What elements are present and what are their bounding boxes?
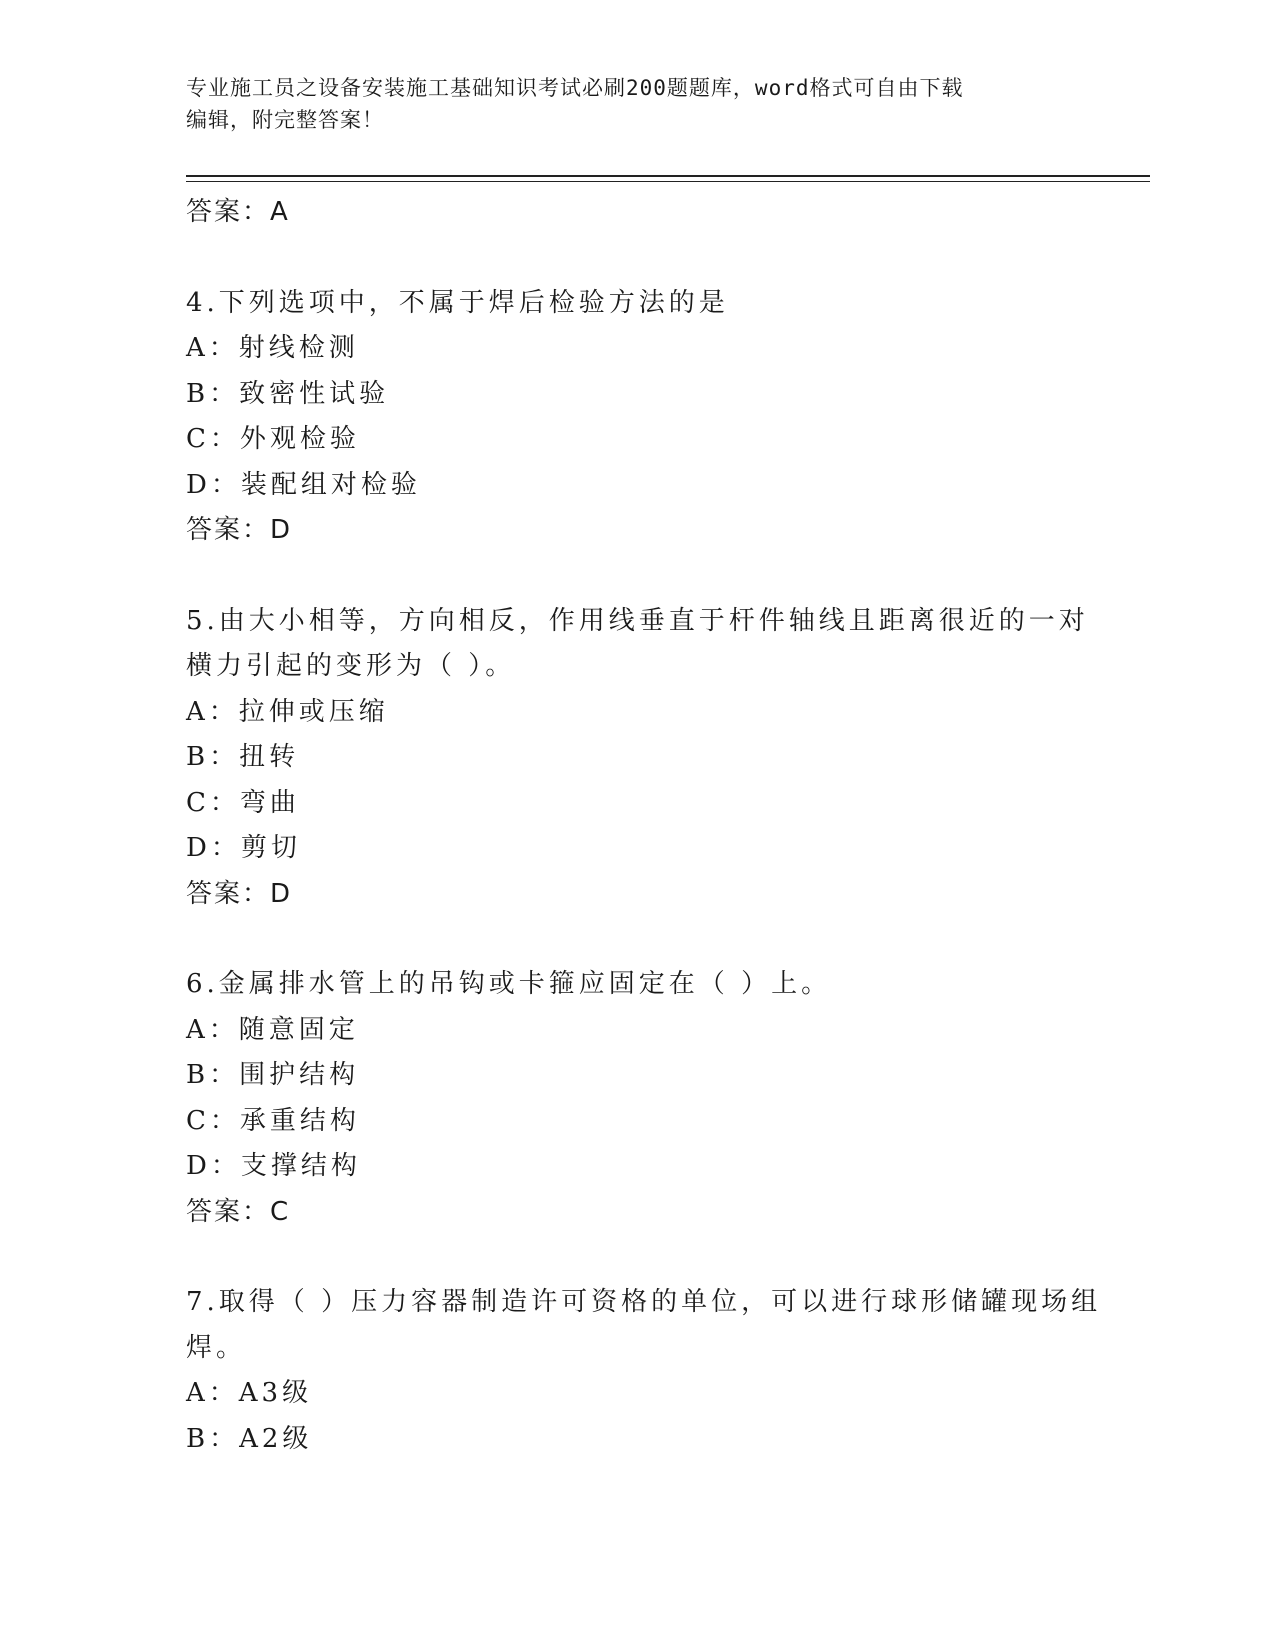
question-stem: 5.由大小相等，方向相反，作用线垂直于杆件轴线且距离很近的一对 <box>186 605 1089 636</box>
option-d: D：支撑结构 <box>186 1151 361 1181</box>
header-line-2: 编辑，附完整答案！ <box>186 108 384 132</box>
option-c: C：弯曲 <box>186 787 300 818</box>
spacer <box>186 554 1086 599</box>
question-list <box>186 190 1102 1462</box>
option-a: A：随意固定 <box>186 1014 359 1045</box>
option-a: A：射线检测 <box>186 333 359 363</box>
question-stem-continued: 焊。 <box>186 1332 247 1363</box>
header-line-1: 专业施工员之设备安装施工基础知识考试必刷200题题库，word格式可自由下载 <box>186 76 964 100</box>
option-d: D：剪切 <box>186 833 301 863</box>
option-b: B：围护结构 <box>186 1060 360 1090</box>
option-a: A：A3级 <box>186 1378 313 1408</box>
option-b: B：扭转 <box>186 742 300 772</box>
previous-answer: 答案：A <box>186 197 290 227</box>
question-stem: 4.下列选项中，不属于焊后检验方法的是 <box>186 287 729 318</box>
option-b: B：致密性试验 <box>186 378 390 409</box>
option-c: C：外观检验 <box>186 424 360 454</box>
header-divider-thick <box>186 175 1150 177</box>
option-a: A：拉伸或压缩 <box>186 696 389 727</box>
question-stem-continued: 横力引起的变形为（ ）。 <box>186 651 516 681</box>
document-header <box>186 72 1066 136</box>
question-block <box>186 962 1086 1235</box>
question-block <box>186 1280 1102 1462</box>
spacer <box>186 236 1086 281</box>
question-stem: 6.金属排水管上的吊钩或卡箍应固定在（ ）上。 <box>186 969 832 999</box>
question-block <box>186 599 1089 918</box>
question-stem: 7.取得（ ）压力容器制造许可资格的单位，可以进行球形储罐现场组 <box>186 1287 1102 1317</box>
spacer <box>186 917 1086 962</box>
answer: 答案：D <box>186 878 293 909</box>
option-c: C：承重结构 <box>186 1105 360 1136</box>
option-b: B：A2级 <box>186 1423 313 1454</box>
question-block <box>186 281 1086 554</box>
spacer <box>186 1235 1086 1280</box>
header-divider-thin <box>186 181 1150 182</box>
option-d: D：装配组对检验 <box>186 469 421 500</box>
answer: 答案：C <box>186 1196 291 1227</box>
answer: 答案：D <box>186 515 293 545</box>
